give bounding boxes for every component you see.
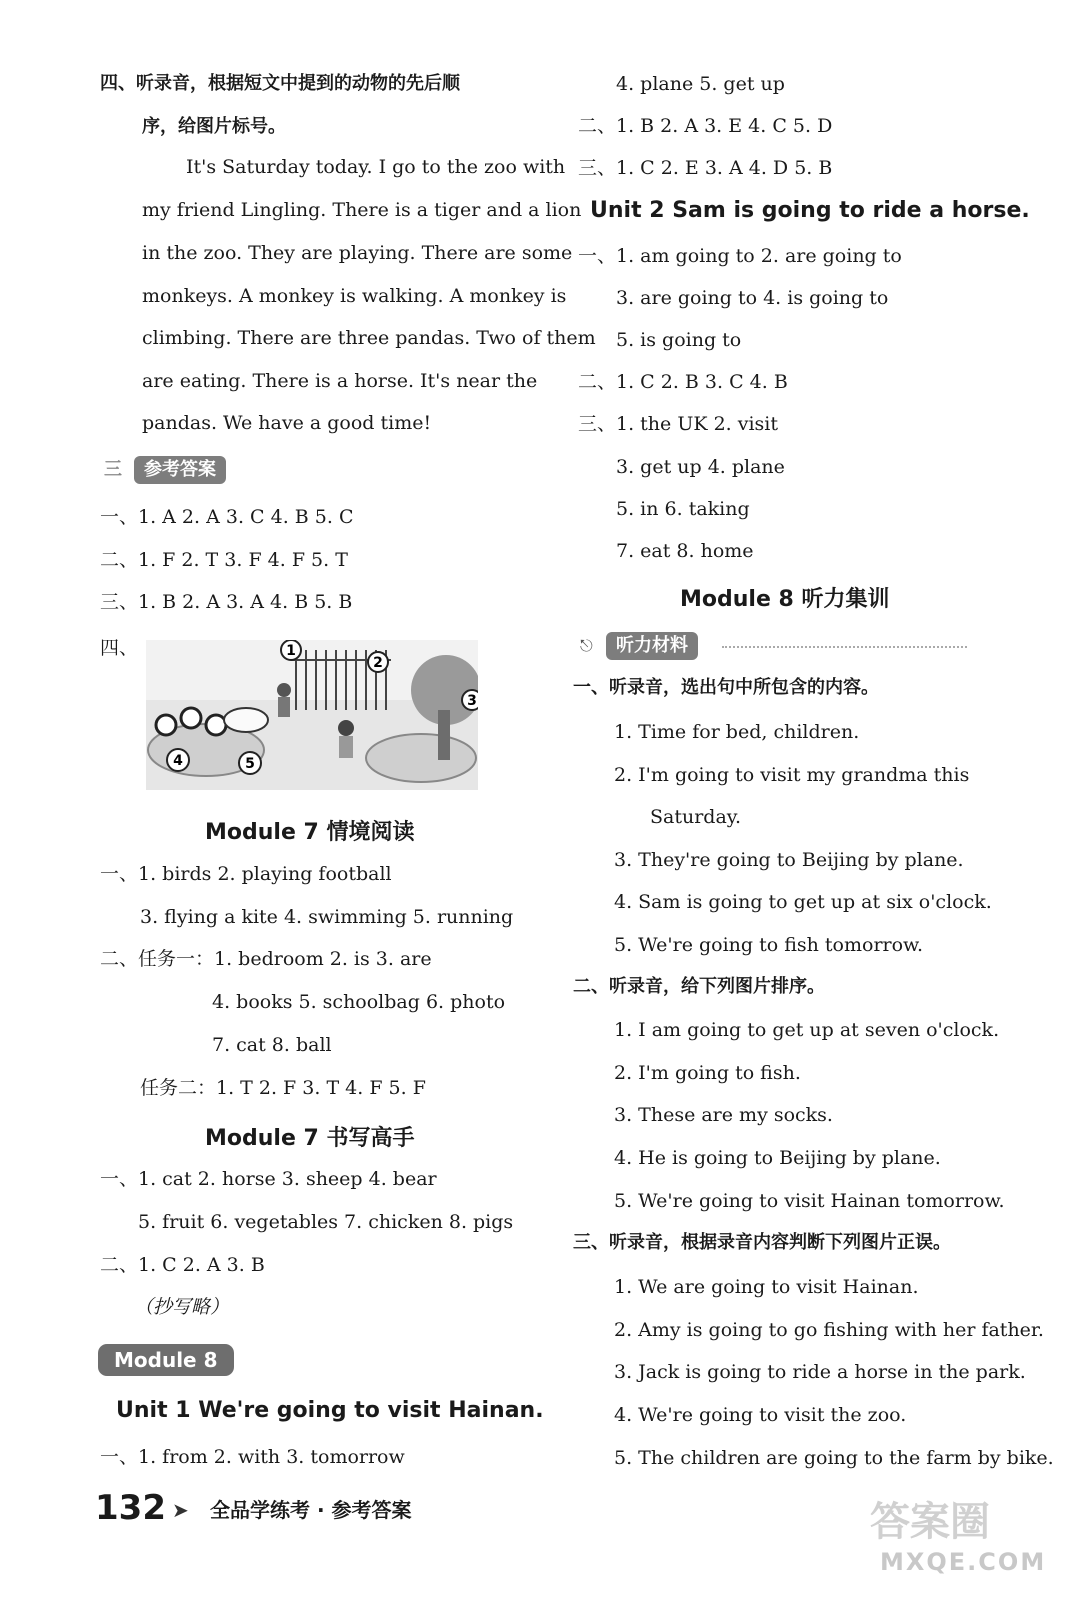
unit2-line: 三、1. the UK 2. visit: [578, 413, 779, 435]
section1-item: 1. Time for bed, children.: [614, 721, 860, 743]
scene-number-5: 5: [245, 756, 255, 772]
section3-item: 5. The children are going to the farm by bike.: [614, 1447, 1054, 1469]
zoo-scene-illustration: [146, 640, 478, 790]
answer-key-label: 参考答案: [134, 456, 226, 484]
m7-writing-note: （抄写略）: [134, 1296, 230, 1318]
section2-item: 4. He is going to Beijing by plane.: [614, 1147, 941, 1169]
section1-item: Saturday.: [650, 806, 742, 828]
section1-title: 一、听录音，选出句中所包含的内容。: [573, 677, 879, 698]
answer-section-marker: 三: [104, 459, 122, 480]
module8-label: Module 8: [98, 1344, 234, 1376]
section2-item: 1. I am going to get up at seven o'clock.: [614, 1019, 1000, 1041]
passage-line: in the zoo. They are playing. There are some: [142, 242, 573, 264]
module7-writing-title: Module 7 书写高手: [205, 1126, 415, 1151]
m7-reading-line: 二、任务一：1. bedroom 2. is 3. are: [100, 948, 432, 970]
q4-title-line1: 四、听录音，根据短文中提到的动物的先后顺: [100, 73, 460, 94]
m7-writing-line: 一、1. cat 2. horse 3. sheep 4. bear: [100, 1168, 437, 1190]
module7-reading-title: Module 7 情境阅读: [205, 820, 415, 845]
section1-item: 2. I'm going to visit my grandma this: [614, 764, 970, 786]
unit2-line: 一、1. am going to 2. are going to: [578, 245, 902, 267]
m7-writing-line: 5. fruit 6. vegetables 7. chicken 8. pigs: [138, 1211, 514, 1233]
unit2-line: 二、1. C 2. B 3. C 4. B: [578, 371, 788, 393]
page-number: 132: [95, 1488, 166, 1528]
passage-line: are eating. There is a horse. It's near the: [142, 370, 538, 392]
m7-reading-line: 3. flying a kite 4. swimming 5. running: [140, 906, 514, 928]
section1-item: 3. They're going to Beijing by plane.: [614, 849, 964, 871]
scene-number-1: 1: [286, 643, 296, 659]
unit2-line: 3. get up 4. plane: [616, 456, 785, 478]
q4-title-line2: 序，给图片标号。: [142, 116, 286, 137]
unit2-line: 5. in 6. taking: [616, 498, 750, 520]
scene-number-4: 4: [173, 753, 183, 769]
section3-item: 4. We're going to visit the zoo.: [614, 1404, 907, 1426]
unit2-line: 5. is going to: [616, 329, 742, 351]
answer-line: 一、1. A 2. A 3. C 4. B 5. C: [100, 506, 354, 528]
watermark-url: MXQE.COM: [880, 1548, 1047, 1576]
continued-line: 三、1. C 2. E 3. A 4. D 5. B: [578, 157, 833, 179]
m7-reading-line: 7. cat 8. ball: [212, 1034, 332, 1056]
passage-line: monkeys. A monkey is walking. A monkey is: [142, 285, 567, 307]
passage-line: my friend Lingling. There is a tiger and a lion: [142, 199, 582, 221]
scene-number-3: 3: [467, 693, 477, 709]
section1-item: 4. Sam is going to get up at six o'clock.: [614, 891, 992, 913]
zoo-scene-svg: [146, 640, 478, 790]
m7-writing-line: 二、1. C 2. A 3. B: [100, 1254, 265, 1276]
continued-line: 4. plane 5. get up: [616, 73, 785, 95]
dotted-divider: [722, 646, 967, 648]
passage-line: climbing. There are three pandas. Two of them: [142, 327, 596, 349]
m7-reading-line: 4. books 5. schoolbag 6. photo: [212, 991, 506, 1013]
headphone-icon: ⎋: [580, 636, 593, 655]
section2-item: 2. I'm going to fish.: [614, 1062, 801, 1084]
passage-line: pandas. We have a good time!: [142, 412, 432, 434]
section2-item: 5. We're going to visit Hainan tomorrow.: [614, 1190, 1005, 1212]
m7-reading-line: 一、1. birds 2. playing football: [100, 863, 392, 885]
unit1-title: Unit 1 We're going to visit Hainan.: [116, 1398, 544, 1423]
section3-item: 1. We are going to visit Hainan.: [614, 1276, 919, 1298]
section2-item: 3. These are my socks.: [614, 1104, 833, 1126]
unit2-line: 7. eat 8. home: [616, 540, 754, 562]
watermark-logo: 答案圈: [870, 1499, 990, 1545]
continued-line: 二、1. B 2. A 3. E 4. C 5. D: [578, 115, 833, 137]
scene-number-2: 2: [373, 655, 383, 671]
section1-item: 5. We're going to fish tomorrow.: [614, 934, 924, 956]
unit2-title: Unit 2 Sam is going to ride a horse.: [590, 198, 1030, 223]
arrow-icon: ➤: [172, 1498, 189, 1522]
answer-line: 二、1. F 2. T 3. F 4. F 5. T: [100, 549, 348, 571]
m7-reading-line: 任务二：1. T 2. F 3. T 4. F 5. F: [140, 1077, 426, 1099]
answer-label-4: 四、: [100, 637, 139, 659]
passage-line: It's Saturday today. I go to the zoo with: [186, 156, 566, 178]
book-title: 全品学练考 · 参考答案: [210, 1498, 412, 1522]
module8-listening-title: Module 8 听力集训: [680, 587, 890, 612]
listening-material-label: 听力材料: [606, 632, 698, 660]
answer-line: 三、1. B 2. A 3. A 4. B 5. B: [100, 591, 353, 613]
section3-title: 三、听录音，根据录音内容判断下列图片正误。: [573, 1232, 951, 1253]
section2-title: 二、听录音，给下列图片排序。: [573, 976, 825, 997]
unit2-line: 3. are going to 4. is going to: [616, 287, 889, 309]
unit1-answer-line: 一、1. from 2. with 3. tomorrow: [100, 1446, 405, 1468]
section3-item: 3. Jack is going to ride a horse in the park.: [614, 1361, 1026, 1383]
section3-item: 2. Amy is going to go fishing with her father.: [614, 1319, 1044, 1341]
